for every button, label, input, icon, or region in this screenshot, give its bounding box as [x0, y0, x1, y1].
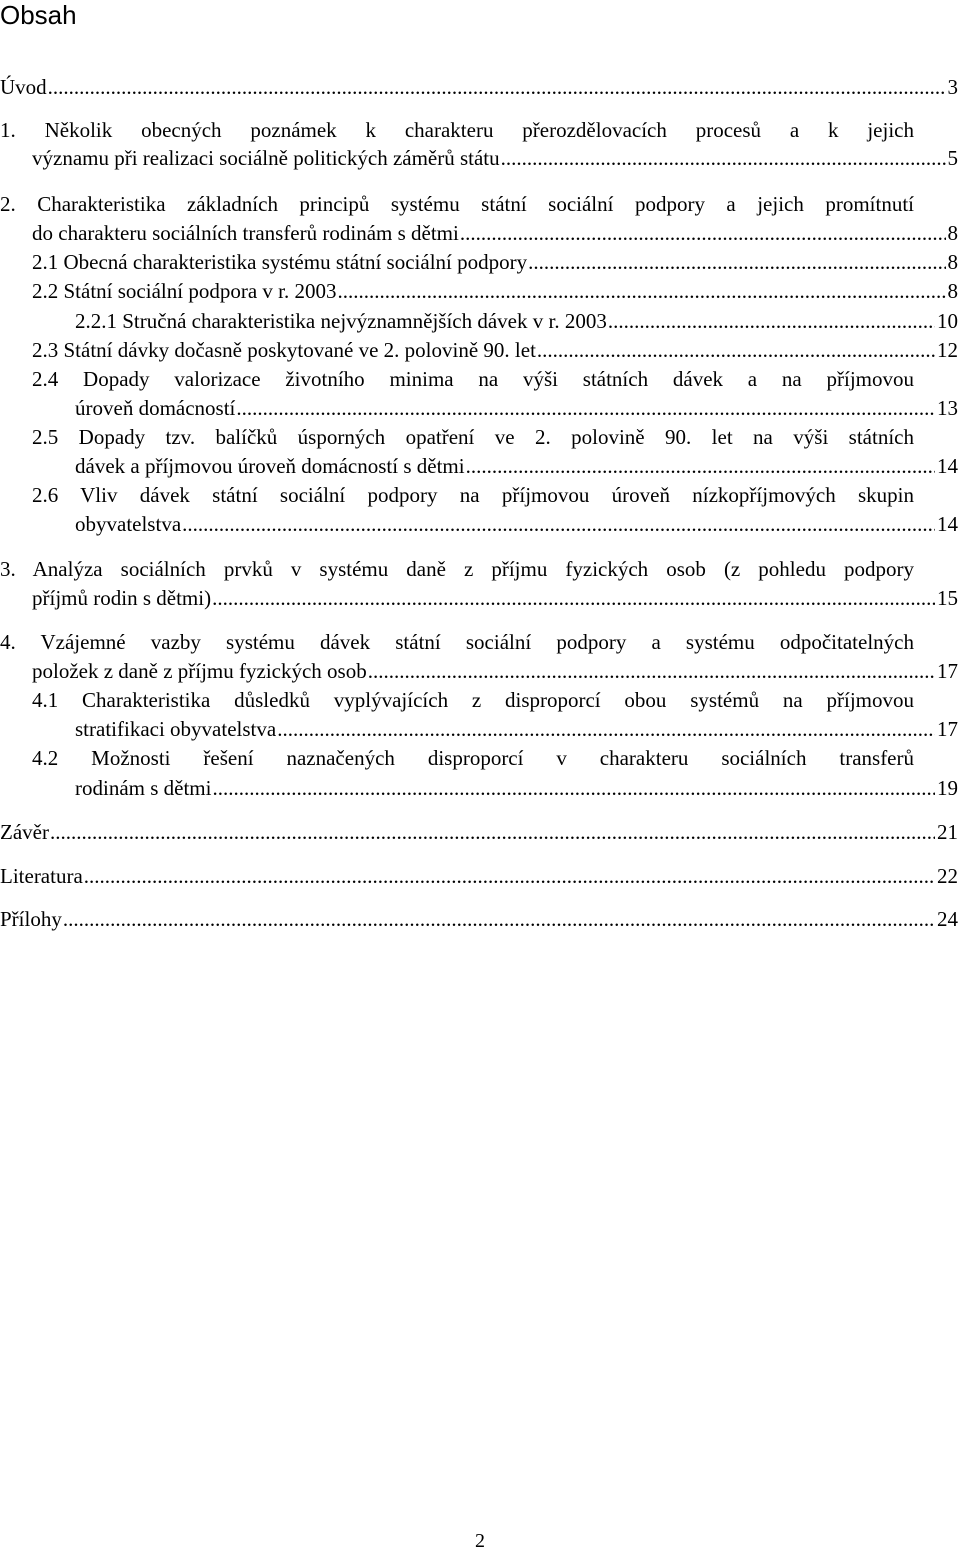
toc-entry-text: položek z daně z příjmu fyzických osob — [32, 659, 367, 683]
toc-entry-2-2-1[interactable] — [75, 309, 958, 333]
toc-entry-text: Úvod — [0, 75, 47, 99]
dot-leader — [460, 221, 946, 245]
toc-page-number: 19 — [937, 776, 958, 800]
toc-entry-text: významu při realizaci sociálně politických záměrů státu — [32, 146, 500, 170]
page-number-footer: 2 — [475, 1530, 485, 1552]
dot-leader — [466, 454, 935, 478]
toc-entry-text: 2.1 Obecná charakteristika systému státní sociální podpory — [32, 250, 528, 274]
dot-leader — [84, 864, 935, 888]
toc-entry-text: Závěr — [0, 820, 49, 844]
toc-page-number: 24 — [937, 907, 958, 931]
toc-page-number: 8 — [947, 250, 958, 274]
page-title: Obsah — [0, 0, 77, 30]
toc-page-number: 10 — [937, 309, 958, 333]
toc-entry-text: stratifikaci obyvatelstva — [75, 717, 277, 741]
toc-entry-text: 2.2.1 Stručná charakteristika nejvýznamnějších dávek v r. 2003 — [75, 309, 607, 333]
toc-entry-text: Literatura — [0, 864, 83, 888]
dot-leader — [528, 250, 945, 274]
toc-page-number: 12 — [937, 338, 958, 362]
toc-entry-2-5-line1[interactable]: 2.5 Dopady tzv. balíčků úsporných opatření ve 2. polovině 90. let na výši státních — [32, 425, 914, 449]
toc-entry-2-line1[interactable]: 2. Charakteristika základních principů systému státní sociální podpory a jejich promítnutí — [0, 192, 914, 216]
toc-entry-2-1[interactable] — [32, 250, 958, 274]
toc-entry-2-6-line1[interactable]: 2.6 Vliv dávek státní sociální podpory na příjmovou úroveň nízkopříjmových skupin — [32, 483, 914, 507]
toc-page-number: 17 — [937, 659, 958, 683]
toc-entry-3[interactable] — [32, 586, 958, 610]
toc-entry-1-line1[interactable]: 1. Několik obecných poznámek k charakteru přerozdělovacích procesů a k jejich — [0, 118, 914, 142]
toc-entry-4-2[interactable] — [75, 776, 958, 800]
dot-leader — [277, 717, 935, 741]
dot-leader — [182, 512, 935, 536]
toc-entry-2-5[interactable] — [75, 454, 958, 478]
toc-entry-literatura[interactable] — [0, 864, 958, 888]
dot-leader — [368, 659, 935, 683]
toc-entry-1[interactable] — [32, 146, 958, 170]
toc-entry-text: 2.3 Státní dávky dočasně poskytované ve 2. polovině 90. let — [32, 338, 536, 362]
toc-page-number: 22 — [937, 864, 958, 888]
toc-entry-text: do charakteru sociálních transferů rodinám s dětmi — [32, 221, 459, 245]
toc-entry-text: rodinám s dětmi — [75, 776, 212, 800]
toc-page-number: 8 — [947, 221, 958, 245]
toc-page-number: 17 — [937, 717, 958, 741]
dot-leader — [236, 396, 935, 420]
dot-leader — [212, 586, 935, 610]
toc-entry-zaver[interactable] — [0, 820, 958, 844]
toc-entry-prilohy[interactable] — [0, 907, 958, 931]
toc-entry-3-line1[interactable]: 3. Analýza sociálních prvků v systému daně z příjmu fyzických osob (z pohledu podpory — [0, 557, 914, 581]
toc-page-number: 14 — [937, 454, 958, 478]
toc-entry-2-6[interactable] — [75, 512, 958, 536]
dot-leader — [501, 146, 946, 170]
toc-page-number: 3 — [947, 75, 958, 99]
toc-entry-text: úroveň domácností — [75, 396, 236, 420]
dot-leader — [212, 776, 935, 800]
dot-leader — [608, 309, 935, 333]
dot-leader — [537, 338, 935, 362]
toc-entry-2[interactable] — [32, 221, 958, 245]
dot-leader — [50, 820, 935, 844]
toc-entry-text: příjmů rodin s dětmi) — [32, 586, 212, 610]
toc-page-number: 5 — [947, 146, 958, 170]
toc-entry-4-2-line1[interactable]: 4.2 Možnosti řešení naznačených disproporcí v charakteru sociálních transferů — [32, 746, 914, 770]
toc-entry-2-4[interactable] — [75, 396, 958, 420]
toc-page-number: 14 — [937, 512, 958, 536]
toc-entry-text: 2.2 Státní sociální podpora v r. 2003 — [32, 279, 337, 303]
toc-page-number: 21 — [937, 820, 958, 844]
toc-entry-4-line1[interactable]: 4. Vzájemné vazby systému dávek státní sociální podpory a systému odpočitatelných — [0, 630, 914, 654]
dot-leader — [63, 907, 935, 931]
dot-leader — [337, 279, 945, 303]
toc-entry-2-3[interactable] — [32, 338, 958, 362]
toc-entry-4[interactable] — [32, 659, 958, 683]
toc-page-number: 8 — [947, 279, 958, 303]
toc-entry-text: obyvatelstva — [75, 512, 182, 536]
toc-entry-text: dávek a příjmovou úroveň domácností s dětmi — [75, 454, 465, 478]
toc-entry-4-1-line1[interactable]: 4.1 Charakteristika důsledků vyplývajících z disproporcí obou systémů na příjmovou — [32, 688, 914, 712]
dot-leader — [48, 75, 946, 99]
toc-entry-4-1[interactable] — [75, 717, 958, 741]
toc-entry-text: Přílohy — [0, 907, 62, 931]
toc-entry-uvod[interactable] — [0, 75, 958, 99]
toc-entry-2-2[interactable] — [32, 279, 958, 303]
toc-page-number: 13 — [937, 396, 958, 420]
toc-page-number: 15 — [937, 586, 958, 610]
toc-entry-2-4-line1[interactable]: 2.4 Dopady valorizace životního minima na výši státních dávek a na příjmovou — [32, 367, 914, 391]
